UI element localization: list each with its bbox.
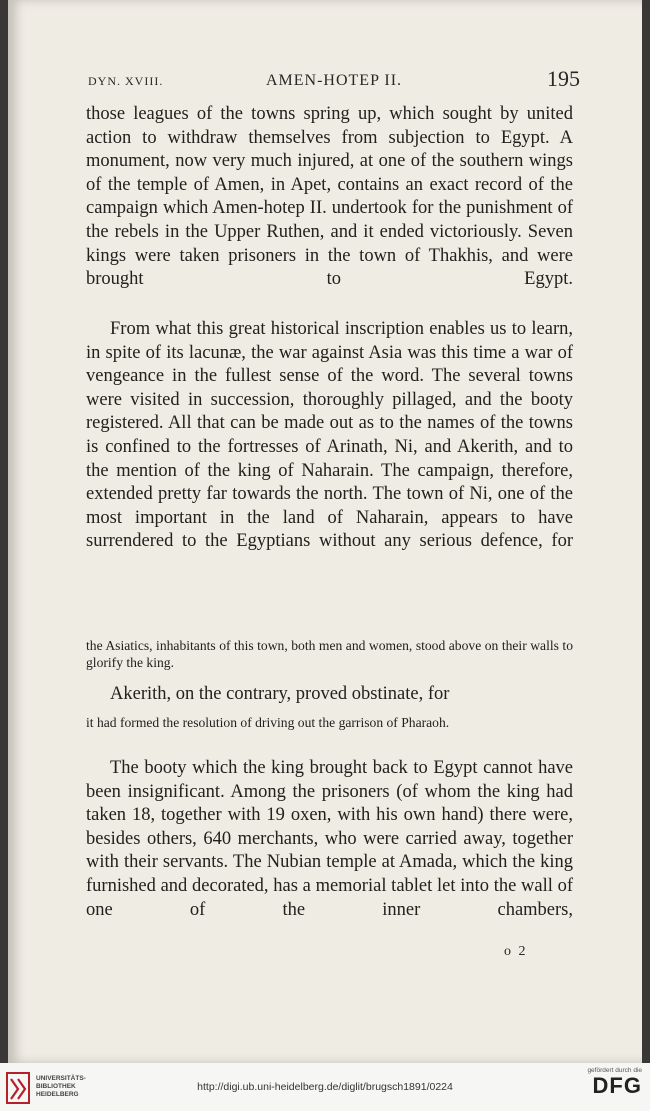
paragraph-2: From what this great historical inscription enables us to learn, in spite of its lacunæ, the war against Asia was this time a war of vengeance in the fullest sense of the word. The several towns were visited in succession, thoroughly pillaged, and the booty registered. All that can be made out as to the names of the towns is confined to the fortresses of Arinath, Ni, and Akerith, and to the mention of the king of Naharain. The campaign, therefore, extended pretty far towards the north. The town of Ni, one of the most important in the land of Naharain, appears to have surrendered to the Egyptians without any serious defence, for xyxy=(86,319,573,552)
dfg-logo-icon: DFG xyxy=(592,1073,642,1098)
running-header xyxy=(88,66,580,94)
paragraph-3: Akerith, on the contrary, proved obstinate, for xyxy=(110,684,450,704)
library-name: UNIVERSITÄTS- BIBLIOTHEK HEIDELBERG xyxy=(36,1075,86,1098)
funding-note: gefördert durch die xyxy=(587,1067,642,1074)
permalink-url[interactable]: http://digi.ub.uni-heidelberg.de/diglit/brugsch1891/0224 xyxy=(197,1081,453,1093)
funder-block[interactable] xyxy=(570,1067,642,1107)
viewer-footer xyxy=(0,1063,650,1111)
block-quote-2: it had formed the resolution of driving out the garrison of Pharaoh. xyxy=(86,715,450,730)
header-dynasty: DYN. XVIII. xyxy=(88,74,164,88)
block-quote-1: the Asiatics, inhabitants of this town, both men and women, stood above on their walls to glorify the king. xyxy=(86,638,573,670)
paragraph-1: those leagues of the towns spring up, which sought by united action to withdraw themselves from subjection to Egypt. A monument, now very much injured, at one of the southern wings of the temple of Amen, in Apet, contains an exact record of the campaign which Amen-hotep II. undertook for the punishment of the rebels in the Upper Ruthen, and it ended victoriously. Seven kings were taken prisoners in the town of Thakhis, and were brought to Egypt. xyxy=(86,104,573,290)
header-title: AMEN-HOTEP II. xyxy=(265,72,403,89)
paragraph-4: The booty which the king brought back to Egypt cannot have been insignificant. Among the prisoners (of whom the king had taken 18, together with 19 oxen, with his own hand) there were, besides others, 640 merchants, who were carried away, together with their servants. The Nubian temple at Amada, which the king furnished and decorated, has a memorial tablet let into the wall of one of the inner chambers, xyxy=(86,758,573,920)
book-page xyxy=(8,0,642,1063)
signature-mark: o 2 xyxy=(504,944,528,959)
page-number: 195 xyxy=(547,66,580,91)
